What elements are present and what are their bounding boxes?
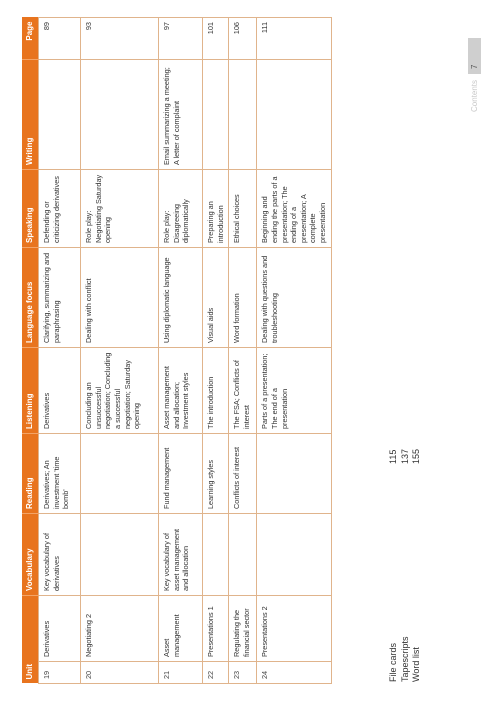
cell-unit-title: Asset management	[159, 596, 203, 662]
cell-unit-number: 22	[203, 662, 229, 684]
cell-speaking: Preparing an introduction	[203, 170, 229, 248]
file-cards-label: File cards	[388, 642, 398, 682]
cell-writing: Email summarizing a meeting; A letter of complaint	[159, 60, 203, 170]
page-footer	[468, 38, 481, 112]
cell-language-focus: Visual aids	[203, 248, 229, 348]
cell-page: 89	[39, 18, 81, 60]
header-language-focus: Language focus	[22, 248, 39, 348]
cell-language-focus: Using diplomatic language	[159, 248, 203, 348]
cell-unit-title: Regulating the financial sector	[229, 596, 257, 662]
cell-writing	[81, 60, 159, 170]
table-row	[229, 18, 257, 684]
list-item	[388, 449, 400, 682]
table-header-row	[22, 18, 39, 684]
cell-unit-title: Presentations 2	[257, 596, 331, 662]
cell-reading: Derivatives; An investment 'time bomb'	[39, 434, 81, 514]
cell-reading: Fund management	[159, 434, 203, 514]
cell-writing	[203, 60, 229, 170]
header-speaking: Speaking	[22, 170, 39, 248]
back-matter-list	[388, 449, 423, 682]
table-row	[39, 18, 81, 684]
cell-writing	[229, 60, 257, 170]
tapescripts-page: 137	[399, 448, 410, 464]
header-listening: Listening	[22, 348, 39, 434]
header-page: Page	[22, 18, 39, 60]
cell-vocabulary	[81, 514, 159, 596]
tapescripts-label: Tapescripts	[399, 636, 410, 682]
word-list-page: 155	[411, 448, 422, 464]
cell-vocabulary: Key vocabulary of asset management and allocation	[159, 514, 203, 596]
cell-listening: The introduction	[203, 348, 229, 434]
header-vocabulary: Vocabulary	[22, 514, 39, 596]
cell-writing	[39, 60, 81, 170]
cell-language-focus: Dealing with conflict	[81, 248, 159, 348]
cell-page: 106	[229, 18, 257, 60]
cell-reading	[257, 434, 331, 514]
cell-listening: Asset management and allocation; Investment styles	[159, 348, 203, 434]
cell-vocabulary	[257, 514, 331, 596]
cell-unit-title: Derivatives	[39, 596, 81, 662]
list-item	[400, 449, 412, 682]
contents-table	[22, 17, 332, 684]
cell-page: 93	[81, 18, 159, 60]
cell-unit-title: Negotiating 2	[81, 596, 159, 662]
table-row	[257, 18, 331, 684]
header-unit: Unit	[22, 596, 39, 684]
cell-reading: Conflicts of interest	[229, 434, 257, 514]
cell-writing	[257, 60, 331, 170]
cell-listening: The FSA; Conflicts of interest	[229, 348, 257, 434]
cell-page: 97	[159, 18, 203, 60]
cell-speaking: Role play: Negotiating Saturday opening	[81, 170, 159, 248]
header-writing: Writing	[22, 60, 39, 170]
header-reading: Reading	[22, 434, 39, 514]
cell-reading	[81, 434, 159, 514]
cell-speaking: Role play: Disagreeing diplomatically	[159, 170, 203, 248]
cell-listening: Parts of a presentation; The end of a presentation	[257, 348, 331, 434]
cell-unit-number: 23	[229, 662, 257, 684]
cell-language-focus: Clarifying, summarizing and paraphrasing	[39, 248, 81, 348]
cell-speaking: Beginning and ending the parts of a presentation; The ending of a presentation; A complete presentation	[257, 170, 331, 248]
cell-unit-number: 20	[81, 662, 159, 684]
cell-listening: Concluding an unsuccessful negotiation; Concluding a successful negotiation; Saturday opening	[81, 348, 159, 434]
table-row	[159, 18, 203, 684]
cell-listening: Derivatives	[39, 348, 81, 434]
word-list-label: Word list	[411, 647, 422, 682]
cell-page: 111	[257, 18, 331, 60]
cell-speaking: Defending or criticizing derivatives	[39, 170, 81, 248]
cell-reading: Learning styles	[203, 434, 229, 514]
cell-unit-number: 21	[159, 662, 203, 684]
file-cards-page: 115	[388, 449, 398, 464]
footer-section-label: Contents	[470, 80, 479, 113]
footer-page-number: 7	[468, 38, 481, 74]
cell-unit-number: 19	[39, 662, 81, 684]
table-row	[81, 18, 159, 684]
cell-language-focus: Dealing with questions and troubleshooting	[257, 248, 331, 348]
cell-speaking: Ethical choices	[229, 170, 257, 248]
cell-vocabulary	[229, 514, 257, 596]
cell-vocabulary	[203, 514, 229, 596]
cell-page: 101	[203, 18, 229, 60]
table-row	[203, 18, 229, 684]
list-item	[411, 449, 423, 682]
cell-unit-title: Presentations 1	[203, 596, 229, 662]
cell-vocabulary: Key vocabulary of derivatives	[39, 514, 81, 596]
cell-unit-number: 24	[257, 662, 331, 684]
cell-language-focus: Word formation	[229, 248, 257, 348]
